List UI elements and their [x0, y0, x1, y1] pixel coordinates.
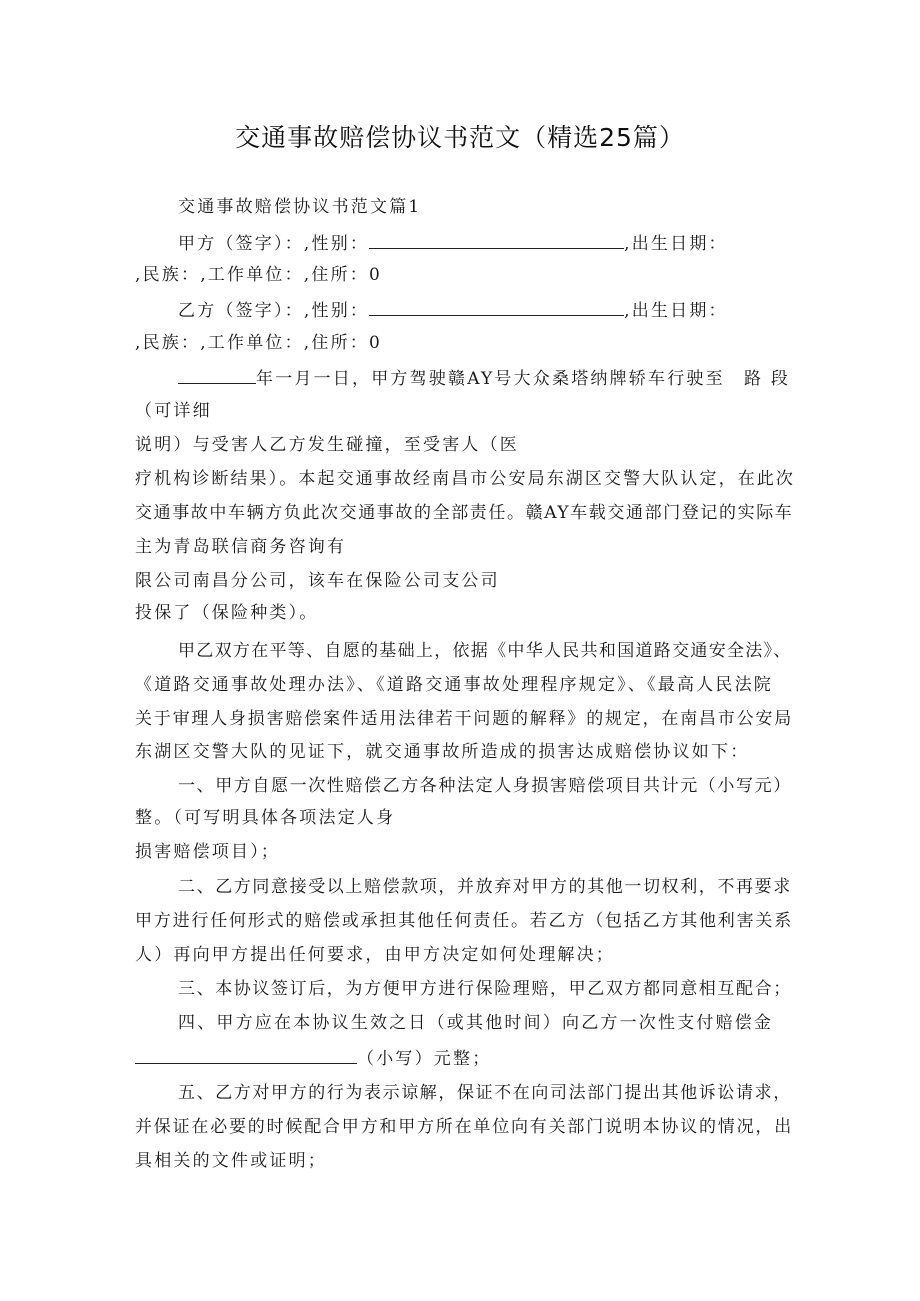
accident-line-8: 投保了（保险种类）。 — [135, 603, 319, 623]
accident-line-2: （可详细 — [135, 401, 212, 421]
party-a-line-1 — [178, 230, 728, 256]
accident-line-7: 限公司南昌分公司，该车在保险公司支公司 — [135, 571, 500, 591]
party-b-line-1 — [178, 297, 728, 323]
clause-1-line-2: 整。（可写明具体各项法定人身 — [135, 808, 396, 828]
clause-5-line-2: 并保证在必要的时候配合甲方和甲方所在单位向有关部门说明本协议的情况，出 — [135, 1117, 793, 1137]
basis-line-2: 《道路交通事故处理办法》、《道路交通事故处理程序规定》、《最高人民法院 — [135, 675, 773, 695]
basis-line-3: 关于审理人身损害赔偿案件适用法律若干问题的解释》的规定，在南昌市公安局 — [135, 709, 793, 729]
clause-4-suffix: （小写）元整； — [357, 1049, 492, 1069]
party-b-line-2: ,民族：,工作单位：,住所：0 — [135, 333, 383, 353]
basis-line-4: 东湖区交警大队的见证下，就交通事故所造成的损害达成赔偿协议如下： — [135, 742, 750, 762]
date-blank — [178, 365, 256, 384]
clause-3-line-1: 三、本协议签订后，为方便甲方进行保险理赔，甲乙双方都同意相互配合； — [178, 979, 792, 999]
accident-line-1 — [178, 365, 790, 391]
clause-4-line-1: 四、甲方应在本协议生效之日（或其他时间）向乙方一次性支付赔偿金 — [178, 1013, 774, 1033]
party-a-line-2: ,民族：,工作单位：,住所：0 — [135, 265, 383, 285]
party-a-blank — [369, 230, 624, 249]
accident-line-3: 说明）与受害人乙方发生碰撞，至受害人（医 — [135, 435, 519, 455]
clause-2-line-3: 人）再向甲方提出任何要求，由甲方决定如何处理解决； — [135, 945, 615, 965]
clause-5-line-1: 五、乙方对甲方的行为表示谅解，保证不在向司法部门提出其他诉讼请求， — [178, 1083, 792, 1103]
accident-text: 年一月一日，甲方驾驶赣AY号大众桑塔纳牌轿车行驶至 路 段 — [256, 369, 791, 389]
clause-1-line-1: 一、甲方自愿一次性赔偿乙方各种法定人身损害赔偿项目共计元（小写元） — [178, 776, 792, 796]
amount-blank — [135, 1045, 357, 1064]
accident-line-5: 交通事故中车辆方负此次交通事故的全部责任。赣AY车载交通部门登记的实际车 — [135, 503, 794, 523]
clause-4-line-2 — [135, 1045, 491, 1071]
basis-line-1: 甲乙双方在平等、自愿的基础上，依据《中华人民共和国道路交通安全法》、 — [178, 641, 792, 661]
party-b-label: 乙方（签字）：,性别： — [178, 301, 370, 321]
clause-1-line-3: 损害赔偿项目）； — [135, 842, 281, 862]
section-heading: 交通事故赔偿协议书范文篇1 — [178, 197, 422, 217]
clause-2-line-2: 甲方进行任何形式的赔偿或承担其他任何责任。若乙方（包括乙方其他利害关系 — [135, 911, 793, 931]
accident-line-4: 疗机构诊断结果）。本起交通事故经南昌市公安局东湖区交警大队认定，在此次 — [135, 469, 795, 489]
party-a-birth-label: ,出生日期： — [624, 234, 728, 254]
clause-2-line-1: 二、乙方同意接受以上赔偿款项，并放弃对甲方的其他一切权利，不再要求 — [178, 877, 792, 897]
party-b-birth-label: ,出生日期： — [624, 301, 728, 321]
party-b-blank — [369, 297, 624, 316]
document-title: 交通事故赔偿协议书范文（精选25篇） — [235, 123, 685, 152]
party-a-label: 甲方（签字）：,性别： — [178, 234, 370, 254]
accident-line-6: 主为青岛联信商务咨询有 — [135, 537, 347, 557]
clause-5-line-3: 具相关的文件或证明； — [135, 1151, 327, 1171]
